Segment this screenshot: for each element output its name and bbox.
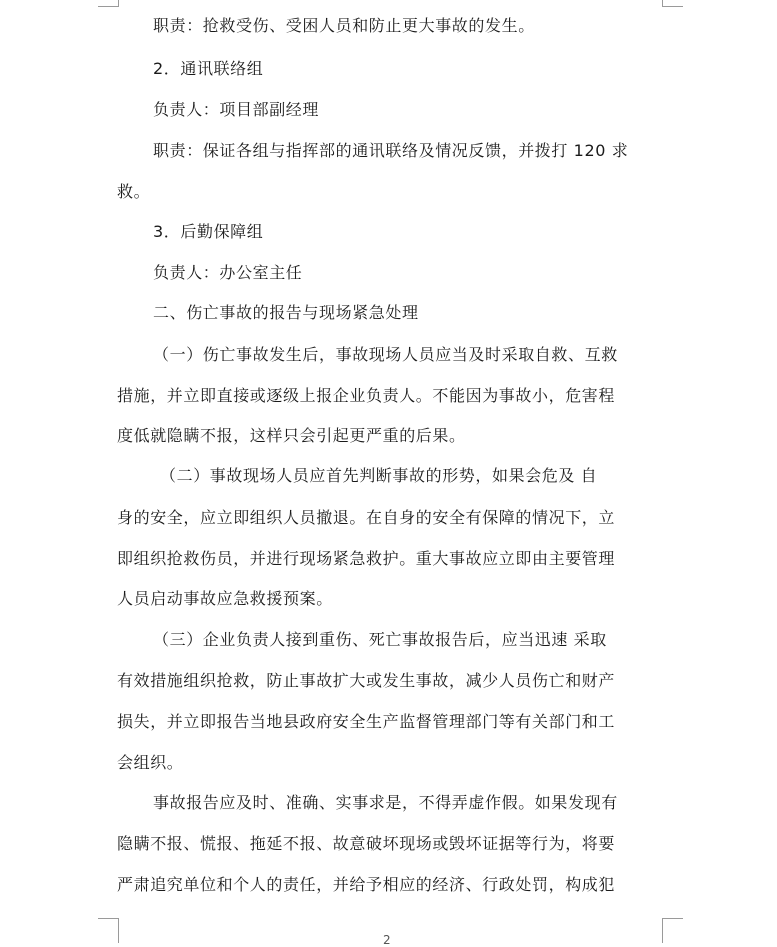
text-line: 措施，并立即直接或逐级上报企业负责人。不能因为事故小，危害程	[117, 386, 616, 405]
crop-mark-top-right	[662, 0, 683, 7]
text-line: 2．通讯联络组	[153, 59, 264, 78]
text-line: 即组织抢救伤员，并进行现场紧急救护。重大事故应立即由主要管理	[117, 549, 616, 568]
crop-mark-top-left	[98, 0, 119, 7]
text-line: 救。	[117, 182, 151, 201]
text-line: 事故报告应及时、准确、实事求是，不得弄虚作假。如果发现有	[153, 793, 618, 812]
text-line: 职责：抢救受伤、受困人员和防止更大事故的发生。	[153, 16, 535, 35]
text-line: 身的安全，应立即组织人员撤退。在自身的安全有保障的情况下，立	[117, 508, 616, 527]
text-line: （三）企业负责人接到重伤、死亡事故报告后，应当迅速 采取	[153, 630, 607, 649]
crop-mark-bottom-left	[98, 918, 119, 943]
text-line: 职责：保证各组与指挥部的通讯联络及情况反馈，并拨打 120 求	[153, 141, 629, 160]
text-line: 损失，并立即报告当地县政府安全生产监督管理部门等有关部门和工	[117, 712, 616, 731]
page-number: 2	[383, 933, 391, 947]
text-line: 会组织。	[117, 753, 184, 772]
text-line: （一）伤亡事故发生后，事故现场人员应当及时采取自救、互救	[153, 345, 618, 364]
section-heading: 二、伤亡事故的报告与现场紧急处理	[153, 303, 419, 322]
text-line: 负责人：项目部副经理	[153, 100, 320, 119]
text-line: 负责人：办公室主任	[153, 263, 303, 282]
text-line: 度低就隐瞒不报，这样只会引起更严重的后果。	[117, 426, 466, 445]
text-line: （二）事故现场人员应首先判断事故的形势，如果会危及 自	[160, 466, 598, 485]
text-line: 隐瞒不报、慌报、拖延不报、故意破坏现场或毁坏证据等行为，将要	[117, 834, 616, 853]
text-line: 3．后勤保障组	[153, 222, 264, 241]
text-line: 人员启动事故应急救援预案。	[117, 589, 333, 608]
text-line: 严肃追究单位和个人的责任，并给予相应的经济、行政处罚，构成犯	[117, 875, 616, 894]
crop-mark-bottom-right	[662, 918, 683, 943]
text-line: 有效措施组织抢救，防止事故扩大或发生事故，减少人员伤亡和财产	[117, 671, 616, 690]
